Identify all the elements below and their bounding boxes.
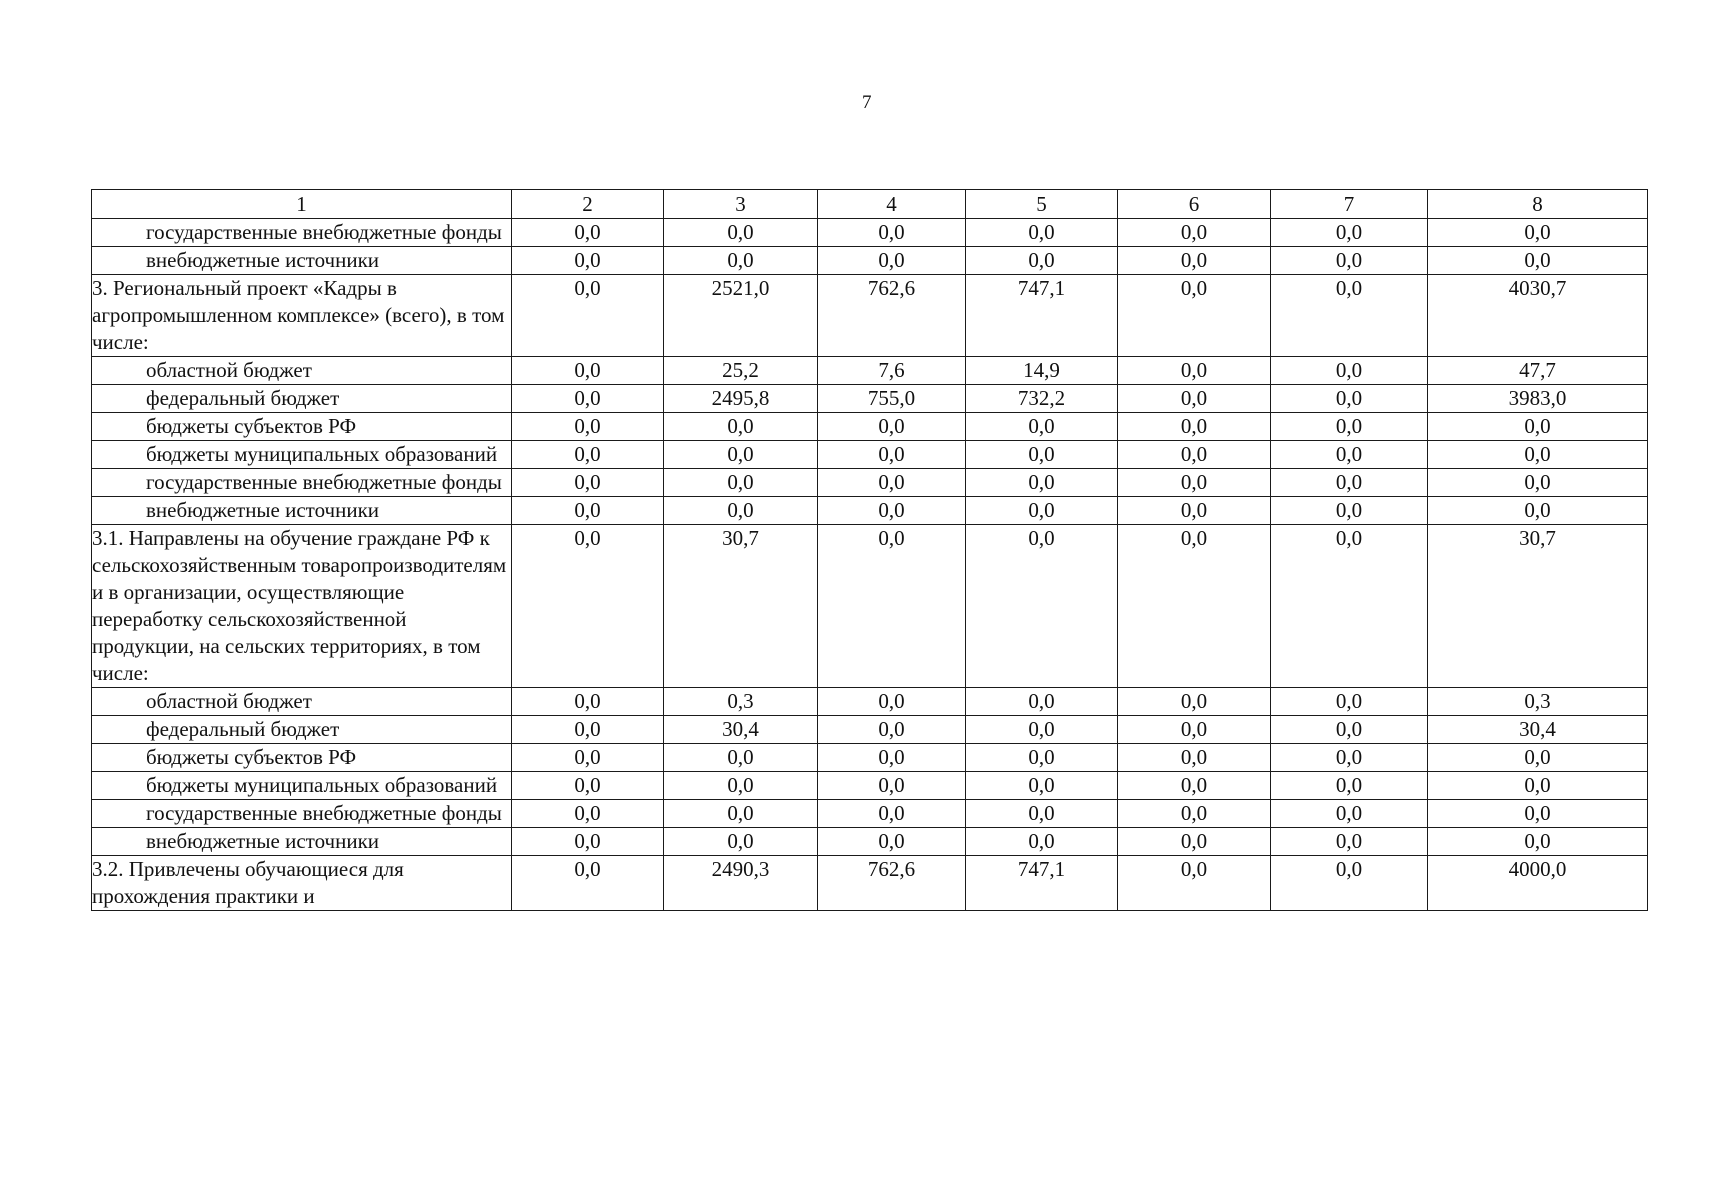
row-value: 0,0 [664, 219, 818, 247]
table-row [92, 716, 1648, 744]
row-value: 0,0 [818, 413, 966, 441]
row-value: 0,0 [1271, 772, 1428, 800]
row-value: 0,0 [1271, 469, 1428, 497]
row-value: 0,0 [512, 716, 664, 744]
column-header: 3 [664, 190, 818, 219]
row-label: бюджеты муниципальных образований [92, 441, 512, 469]
column-header: 7 [1271, 190, 1428, 219]
row-value: 747,1 [966, 856, 1118, 911]
column-header: 1 [92, 190, 512, 219]
row-value: 0,0 [512, 525, 664, 688]
row-value: 0,0 [966, 247, 1118, 275]
row-value: 14,9 [966, 357, 1118, 385]
row-value: 0,0 [512, 828, 664, 856]
row-value: 0,0 [1271, 856, 1428, 911]
row-value: 3983,0 [1428, 385, 1648, 413]
row-value: 0,0 [512, 497, 664, 525]
row-value: 0,0 [1428, 219, 1648, 247]
row-value: 0,3 [1428, 688, 1648, 716]
row-value: 0,0 [818, 744, 966, 772]
row-value: 732,2 [966, 385, 1118, 413]
row-value: 762,6 [818, 275, 966, 357]
row-value: 7,6 [818, 357, 966, 385]
row-value: 0,0 [1118, 772, 1271, 800]
page-number: 7 [862, 92, 872, 113]
row-value: 0,0 [966, 828, 1118, 856]
row-value: 0,0 [664, 828, 818, 856]
row-value: 0,0 [664, 441, 818, 469]
row-value: 0,0 [966, 219, 1118, 247]
row-label: внебюджетные источники [92, 497, 512, 525]
row-value: 0,0 [1271, 441, 1428, 469]
row-value: 0,0 [1271, 800, 1428, 828]
column-header: 5 [966, 190, 1118, 219]
row-value: 0,0 [818, 800, 966, 828]
table-row [92, 385, 1648, 413]
row-value: 0,0 [1428, 247, 1648, 275]
row-value: 0,0 [818, 772, 966, 800]
row-value: 0,0 [1271, 275, 1428, 357]
row-value: 0,0 [1118, 800, 1271, 828]
row-value: 0,0 [1271, 828, 1428, 856]
row-value: 30,4 [664, 716, 818, 744]
row-value: 0,0 [664, 413, 818, 441]
budget-table [91, 189, 1648, 911]
row-value: 0,0 [664, 800, 818, 828]
row-value: 30,7 [664, 525, 818, 688]
column-header: 2 [512, 190, 664, 219]
row-value: 0,0 [818, 828, 966, 856]
table-row [92, 525, 1648, 688]
row-value: 0,0 [966, 744, 1118, 772]
row-value: 0,0 [1428, 744, 1648, 772]
row-value: 0,0 [1118, 744, 1271, 772]
table-row [92, 413, 1648, 441]
row-label: бюджеты субъектов РФ [92, 413, 512, 441]
row-value: 0,0 [1271, 385, 1428, 413]
table-header-row [92, 190, 1648, 219]
table-row [92, 275, 1648, 357]
row-value: 0,0 [818, 525, 966, 688]
row-value: 0,0 [1428, 772, 1648, 800]
row-value: 0,0 [818, 219, 966, 247]
row-label: 3.1. Направлены на обучение граждане РФ к сельскохозяйственным товаропроизводителям и в организации, осуществляющие переработку сельскохозяйственной продукции, на сельских территориях, в том числе: [92, 525, 512, 688]
row-value: 0,0 [1271, 413, 1428, 441]
row-value: 0,0 [1271, 357, 1428, 385]
column-header: 4 [818, 190, 966, 219]
row-value: 0,0 [966, 413, 1118, 441]
row-value: 30,7 [1428, 525, 1648, 688]
table-row [92, 772, 1648, 800]
row-value: 0,0 [1118, 688, 1271, 716]
table-row [92, 688, 1648, 716]
row-value: 0,0 [1271, 688, 1428, 716]
row-value: 0,0 [966, 772, 1118, 800]
row-label: федеральный бюджет [92, 716, 512, 744]
row-value: 0,0 [1118, 247, 1271, 275]
row-value: 0,0 [664, 247, 818, 275]
row-value: 0,3 [664, 688, 818, 716]
row-value: 0,0 [1118, 385, 1271, 413]
row-value: 0,0 [818, 716, 966, 744]
row-label: федеральный бюджет [92, 385, 512, 413]
table-row [92, 469, 1648, 497]
row-value: 0,0 [664, 772, 818, 800]
row-value: 0,0 [1271, 716, 1428, 744]
row-label: государственные внебюджетные фонды [92, 219, 512, 247]
row-value: 2490,3 [664, 856, 818, 911]
row-value: 0,0 [1271, 525, 1428, 688]
row-value: 2521,0 [664, 275, 818, 357]
row-value: 762,6 [818, 856, 966, 911]
row-value: 0,0 [966, 688, 1118, 716]
row-value: 0,0 [1118, 413, 1271, 441]
row-value: 0,0 [966, 716, 1118, 744]
row-value: 0,0 [1428, 800, 1648, 828]
row-label: внебюджетные источники [92, 828, 512, 856]
table-row [92, 744, 1648, 772]
row-value: 0,0 [664, 497, 818, 525]
row-value: 0,0 [1271, 219, 1428, 247]
row-value: 0,0 [1118, 357, 1271, 385]
table-row [92, 247, 1648, 275]
row-value: 0,0 [1118, 469, 1271, 497]
table-row [92, 856, 1648, 911]
row-value: 755,0 [818, 385, 966, 413]
row-value: 0,0 [512, 275, 664, 357]
row-value: 0,0 [512, 772, 664, 800]
row-label: внебюджетные источники [92, 247, 512, 275]
row-value: 25,2 [664, 357, 818, 385]
row-value: 0,0 [966, 441, 1118, 469]
row-value: 0,0 [1271, 744, 1428, 772]
row-label: областной бюджет [92, 357, 512, 385]
row-value: 0,0 [966, 469, 1118, 497]
row-label: областной бюджет [92, 688, 512, 716]
row-value: 0,0 [1118, 219, 1271, 247]
row-value: 0,0 [1271, 497, 1428, 525]
row-value: 0,0 [1118, 275, 1271, 357]
table-row [92, 828, 1648, 856]
row-value: 0,0 [818, 247, 966, 275]
table-row [92, 441, 1648, 469]
table-row [92, 219, 1648, 247]
column-header: 8 [1428, 190, 1648, 219]
row-value: 0,0 [818, 497, 966, 525]
row-value: 0,0 [512, 688, 664, 716]
row-label: государственные внебюджетные фонды [92, 800, 512, 828]
row-value: 0,0 [818, 441, 966, 469]
row-value: 0,0 [512, 219, 664, 247]
row-value: 0,0 [966, 800, 1118, 828]
row-value: 0,0 [1428, 828, 1648, 856]
table-row [92, 357, 1648, 385]
row-value: 0,0 [512, 413, 664, 441]
row-value: 0,0 [512, 247, 664, 275]
row-value: 0,0 [664, 469, 818, 497]
row-value: 0,0 [1428, 469, 1648, 497]
row-value: 0,0 [1428, 441, 1648, 469]
row-value: 0,0 [1118, 716, 1271, 744]
row-value: 0,0 [512, 357, 664, 385]
row-label: бюджеты муниципальных образований [92, 772, 512, 800]
row-value: 0,0 [1428, 413, 1648, 441]
row-value: 0,0 [512, 800, 664, 828]
row-value: 2495,8 [664, 385, 818, 413]
row-value: 0,0 [1118, 441, 1271, 469]
row-value: 0,0 [1271, 247, 1428, 275]
row-value: 0,0 [1118, 828, 1271, 856]
row-label: 3.2. Привлечены обучающиеся для прохождения практики и [92, 856, 512, 911]
row-label: 3. Региональный проект «Кадры в агропромышленном комплексе» (всего), в том числе: [92, 275, 512, 357]
row-value: 4000,0 [1428, 856, 1648, 911]
row-label: бюджеты субъектов РФ [92, 744, 512, 772]
row-value: 47,7 [1428, 357, 1648, 385]
column-header: 6 [1118, 190, 1271, 219]
row-value: 0,0 [1428, 497, 1648, 525]
row-value: 0,0 [966, 525, 1118, 688]
row-value: 0,0 [512, 385, 664, 413]
row-value: 0,0 [1118, 856, 1271, 911]
row-value: 0,0 [818, 469, 966, 497]
row-value: 0,0 [1118, 525, 1271, 688]
row-value: 0,0 [512, 856, 664, 911]
row-value: 0,0 [966, 497, 1118, 525]
row-label: государственные внебюджетные фонды [92, 469, 512, 497]
row-value: 747,1 [966, 275, 1118, 357]
table-row [92, 800, 1648, 828]
row-value: 0,0 [512, 441, 664, 469]
row-value: 0,0 [818, 688, 966, 716]
row-value: 0,0 [512, 469, 664, 497]
row-value: 0,0 [1118, 497, 1271, 525]
row-value: 4030,7 [1428, 275, 1648, 357]
row-value: 0,0 [512, 744, 664, 772]
row-value: 0,0 [664, 744, 818, 772]
table-row [92, 497, 1648, 525]
row-value: 30,4 [1428, 716, 1648, 744]
